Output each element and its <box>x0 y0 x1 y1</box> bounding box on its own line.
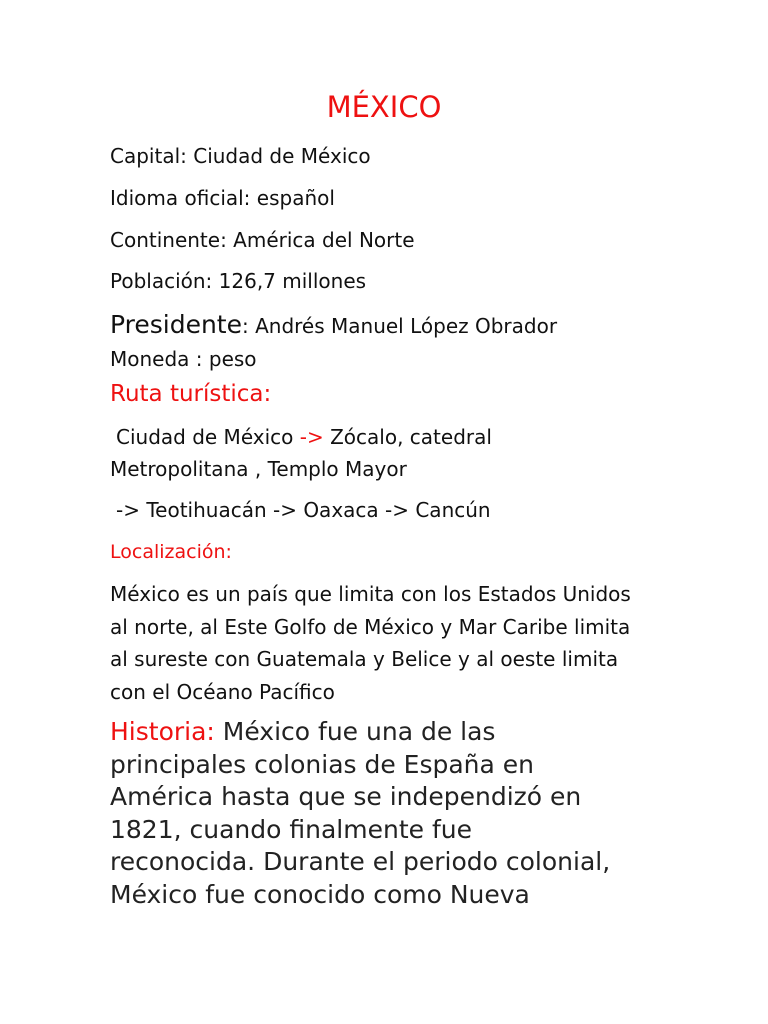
ruta-line-1 <box>116 421 492 453</box>
historia-line: principales colonias de España en <box>110 749 535 779</box>
ruta-heading: Ruta turística: <box>110 381 272 407</box>
historia-line: reconocida. Durante el periodo colonial, <box>110 847 611 876</box>
localizacion-line: México es un país que limita con los Estados Unidos <box>110 582 631 606</box>
presidente-value: : Andrés Manuel López Obrador <box>242 314 558 338</box>
page-title: MÉXICO <box>326 90 442 124</box>
fact-presidente <box>110 309 557 342</box>
historia-line: México fue conocido como Nueva <box>110 879 530 909</box>
fact-continente: Continente: América del Norte <box>110 228 415 252</box>
presidente-label: Presidente <box>110 310 242 339</box>
ruta-line-3: -> Teotihuacán -> Oaxaca -> Cancún <box>116 498 491 522</box>
ruta-line-2: Metropolitana , Templo Mayor <box>110 457 407 481</box>
fact-poblacion: Población: 126,7 millones <box>110 269 367 293</box>
fact-idioma: Idioma oficial: español <box>110 186 335 210</box>
localizacion-paragraph <box>110 578 670 708</box>
ruta-line-1-end: Zócalo, catedral <box>323 425 492 449</box>
historia-line: América hasta que se independizó en <box>110 782 582 811</box>
fact-moneda: Moneda : peso <box>110 347 257 371</box>
localizacion-line: con el Océano Pacífico <box>110 679 335 704</box>
fact-capital: Capital: Ciudad de México <box>110 144 371 168</box>
historia-line: 1821, cuando finalmente fue <box>110 814 472 844</box>
localizacion-line: al sureste con Guatemala y Belice y al oeste limita <box>110 647 619 671</box>
historia-heading: Historia: <box>110 717 215 746</box>
historia-paragraph <box>110 716 680 911</box>
localizacion-line: al norte, al Este Golfo de México y Mar Caribe limita <box>110 614 631 639</box>
historia-line <box>110 716 680 749</box>
ruta-line-1-start: Ciudad de México <box>116 425 300 449</box>
localizacion-heading: Localización: <box>110 541 232 563</box>
ruta-arrow: -> <box>299 425 324 449</box>
historia-line-1-text: México fue una de las <box>214 717 496 746</box>
